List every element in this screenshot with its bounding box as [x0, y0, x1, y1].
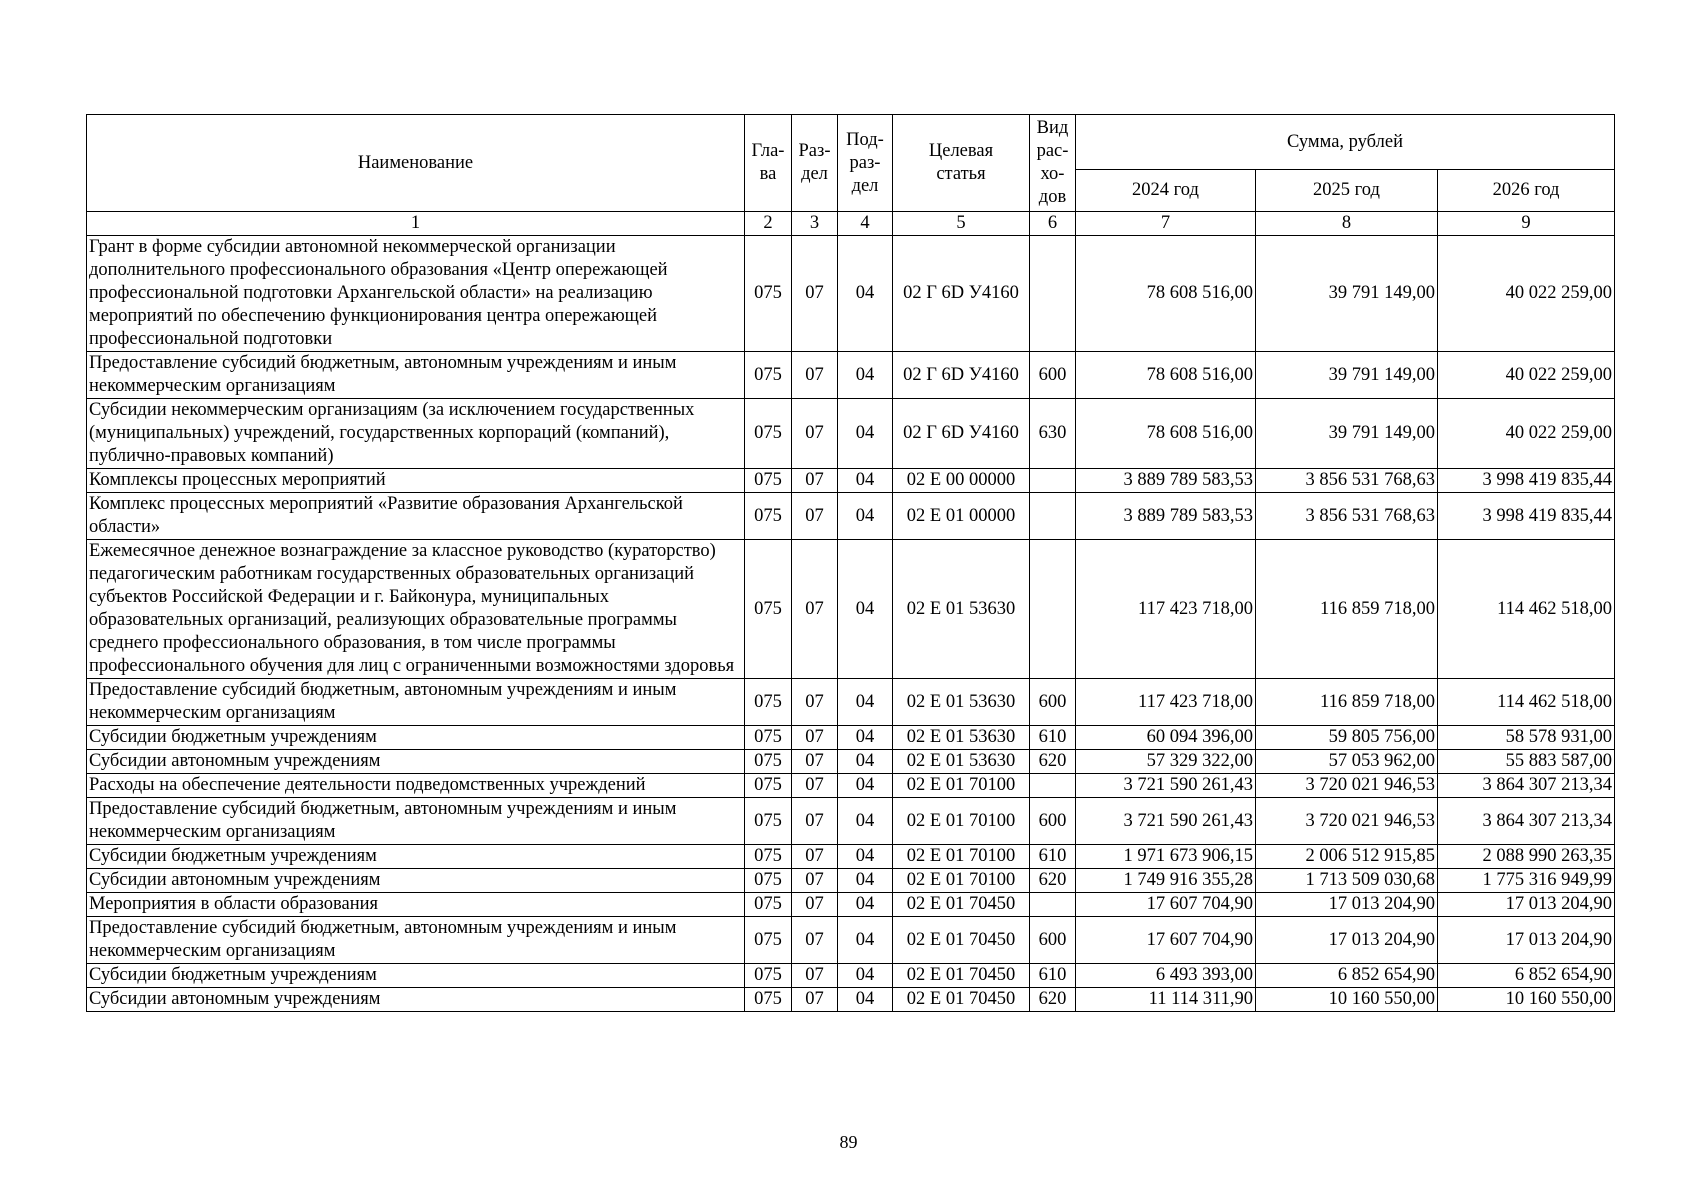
subsection-code: 04 — [838, 469, 893, 493]
header-year-2025: 2025 год — [1256, 170, 1438, 212]
amount-2026: 40 022 259,00 — [1438, 236, 1615, 352]
row-name: Субсидии автономным учреждениям — [87, 869, 745, 893]
column-number: 4 — [838, 212, 893, 236]
amount-2026: 114 462 518,00 — [1438, 540, 1615, 679]
subsection-code: 04 — [838, 352, 893, 399]
subsection-code: 04 — [838, 540, 893, 679]
column-number: 7 — [1076, 212, 1256, 236]
subsection-code: 04 — [838, 750, 893, 774]
amount-2024: 78 608 516,00 — [1076, 399, 1256, 469]
table-row — [87, 893, 1615, 917]
header-section: Раз- дел — [792, 115, 838, 212]
subsection-code: 04 — [838, 236, 893, 352]
amount-2025: 39 791 149,00 — [1256, 352, 1438, 399]
header-year-2026: 2026 год — [1438, 170, 1615, 212]
expense-type-code — [1030, 236, 1076, 352]
row-name: Предоставление субсидий бюджетным, автономным учреждениям и иным некоммерческим организациям — [87, 679, 745, 726]
row-name: Субсидии автономным учреждениям — [87, 750, 745, 774]
row-name: Субсидии автономным учреждениям — [87, 988, 745, 1012]
row-name: Комплексы процессных мероприятий — [87, 469, 745, 493]
subsection-code: 04 — [838, 845, 893, 869]
row-name: Субсидии бюджетным учреждениям — [87, 726, 745, 750]
header-name: Наименование — [87, 115, 745, 212]
expense-type-code: 600 — [1030, 917, 1076, 964]
subsection-code: 04 — [838, 798, 893, 845]
subsection-code: 04 — [838, 869, 893, 893]
target-article-code: 02 Е 01 70100 — [893, 869, 1030, 893]
amount-2024: 78 608 516,00 — [1076, 352, 1256, 399]
target-article-code: 02 Е 01 70100 — [893, 845, 1030, 869]
table-row — [87, 964, 1615, 988]
expense-type-code: 610 — [1030, 964, 1076, 988]
section-code: 07 — [792, 798, 838, 845]
target-article-code: 02 Е 01 53630 — [893, 540, 1030, 679]
section-code: 07 — [792, 774, 838, 798]
subsection-code: 04 — [838, 988, 893, 1012]
chapter-code: 075 — [745, 493, 792, 540]
subsection-code: 04 — [838, 679, 893, 726]
row-name: Предоставление субсидий бюджетным, автономным учреждениям и иным некоммерческим организациям — [87, 352, 745, 399]
table-row — [87, 540, 1615, 679]
amount-2024: 17 607 704,90 — [1076, 917, 1256, 964]
subsection-code: 04 — [838, 493, 893, 540]
row-name: Грант в форме субсидии автономной некоммерческой организации дополнительного профессионального образования «Центр опережающей профессиональной подготовки Архангельской области» на реализацию мероприятий по обеспечению функционирования центра опережающей профессиональной подготовки — [87, 236, 745, 352]
amount-2024: 117 423 718,00 — [1076, 679, 1256, 726]
budget-table — [86, 114, 1615, 1012]
chapter-code: 075 — [745, 399, 792, 469]
chapter-code: 075 — [745, 679, 792, 726]
row-name: Субсидии бюджетным учреждениям — [87, 845, 745, 869]
table-row — [87, 798, 1615, 845]
row-name: Комплекс процессных мероприятий «Развитие образования Архангельской области» — [87, 493, 745, 540]
table-row — [87, 726, 1615, 750]
target-article-code: 02 Е 01 53630 — [893, 726, 1030, 750]
chapter-code: 075 — [745, 236, 792, 352]
column-number: 8 — [1256, 212, 1438, 236]
amount-2026: 10 160 550,00 — [1438, 988, 1615, 1012]
row-name: Субсидии бюджетным учреждениям — [87, 964, 745, 988]
column-number: 5 — [893, 212, 1030, 236]
table-row — [87, 869, 1615, 893]
expense-type-code — [1030, 493, 1076, 540]
expense-type-code: 600 — [1030, 679, 1076, 726]
column-number: 6 — [1030, 212, 1076, 236]
amount-2024: 60 094 396,00 — [1076, 726, 1256, 750]
amount-2026: 17 013 204,90 — [1438, 893, 1615, 917]
section-code: 07 — [792, 869, 838, 893]
header-target-article: Целевая статья — [893, 115, 1030, 212]
chapter-code: 075 — [745, 988, 792, 1012]
row-name: Субсидии некоммерческим организациям (за исключением государственных (муниципальных) учреждений, государственных корпораций (компаний), публично-правовых компаний) — [87, 399, 745, 469]
section-code: 07 — [792, 988, 838, 1012]
header-year-2024: 2024 год — [1076, 170, 1256, 212]
chapter-code: 075 — [745, 750, 792, 774]
row-name: Предоставление субсидий бюджетным, автономным учреждениям и иным некоммерческим организациям — [87, 917, 745, 964]
table-header — [87, 115, 1615, 236]
table-row — [87, 988, 1615, 1012]
amount-2024: 1 971 673 906,15 — [1076, 845, 1256, 869]
target-article-code: 02 Е 01 53630 — [893, 679, 1030, 726]
row-name: Предоставление субсидий бюджетным, автономным учреждениям и иным некоммерческим организациям — [87, 798, 745, 845]
amount-2025: 59 805 756,00 — [1256, 726, 1438, 750]
amount-2026: 55 883 587,00 — [1438, 750, 1615, 774]
column-number: 2 — [745, 212, 792, 236]
chapter-code: 075 — [745, 869, 792, 893]
amount-2024: 6 493 393,00 — [1076, 964, 1256, 988]
chapter-code: 075 — [745, 964, 792, 988]
amount-2025: 6 852 654,90 — [1256, 964, 1438, 988]
amount-2025: 3 720 021 946,53 — [1256, 798, 1438, 845]
amount-2026: 40 022 259,00 — [1438, 352, 1615, 399]
header-sum: Сумма, рублей — [1076, 115, 1615, 170]
chapter-code: 075 — [745, 469, 792, 493]
target-article-code: 02 Г 6D У4160 — [893, 352, 1030, 399]
table-row — [87, 845, 1615, 869]
expense-type-code: 610 — [1030, 726, 1076, 750]
amount-2024: 11 114 311,90 — [1076, 988, 1256, 1012]
section-code: 07 — [792, 493, 838, 540]
row-name: Ежемесячное денежное вознаграждение за классное руководство (кураторство) педагогическим работникам государственных образовательных организаций субъектов Российской Федерации и г. Байконура, муниципальных образовательных организаций, реализующих образовательные программы среднего профессионального образования, в том числе программы профессионального обучения для лиц с ограниченными возможностями здоровья — [87, 540, 745, 679]
amount-2026: 3 998 419 835,44 — [1438, 493, 1615, 540]
amount-2026: 3 864 307 213,34 — [1438, 798, 1615, 845]
section-code: 07 — [792, 964, 838, 988]
chapter-code: 075 — [745, 917, 792, 964]
table-row — [87, 917, 1615, 964]
table-row — [87, 236, 1615, 352]
table-row — [87, 774, 1615, 798]
header-expense-type: Вид рас- хо- дов — [1030, 115, 1076, 212]
amount-2026: 40 022 259,00 — [1438, 399, 1615, 469]
row-name: Расходы на обеспечение деятельности подведомственных учреждений — [87, 774, 745, 798]
amount-2025: 1 713 509 030,68 — [1256, 869, 1438, 893]
amount-2025: 2 006 512 915,85 — [1256, 845, 1438, 869]
subsection-code: 04 — [838, 893, 893, 917]
expense-type-code — [1030, 774, 1076, 798]
amount-2025: 3 856 531 768,63 — [1256, 469, 1438, 493]
amount-2024: 3 889 789 583,53 — [1076, 469, 1256, 493]
section-code: 07 — [792, 893, 838, 917]
amount-2026: 3 998 419 835,44 — [1438, 469, 1615, 493]
target-article-code: 02 Е 01 70100 — [893, 798, 1030, 845]
expense-type-code: 620 — [1030, 988, 1076, 1012]
amount-2025: 116 859 718,00 — [1256, 679, 1438, 726]
table-body — [87, 236, 1615, 1012]
page-number: 89 — [839, 1132, 858, 1152]
column-number: 1 — [87, 212, 745, 236]
expense-type-code: 600 — [1030, 352, 1076, 399]
amount-2025: 57 053 962,00 — [1256, 750, 1438, 774]
section-code: 07 — [792, 750, 838, 774]
expense-type-code: 610 — [1030, 845, 1076, 869]
amount-2024: 3 721 590 261,43 — [1076, 798, 1256, 845]
chapter-code: 075 — [745, 352, 792, 399]
subsection-code: 04 — [838, 774, 893, 798]
expense-type-code: 630 — [1030, 399, 1076, 469]
section-code: 07 — [792, 236, 838, 352]
target-article-code: 02 Е 01 70450 — [893, 893, 1030, 917]
amount-2024: 17 607 704,90 — [1076, 893, 1256, 917]
target-article-code: 02 Е 01 70100 — [893, 774, 1030, 798]
amount-2026: 114 462 518,00 — [1438, 679, 1615, 726]
target-article-code: 02 Е 01 70450 — [893, 964, 1030, 988]
row-name: Мероприятия в области образования — [87, 893, 745, 917]
table-row — [87, 750, 1615, 774]
expense-type-code — [1030, 540, 1076, 679]
amount-2026: 6 852 654,90 — [1438, 964, 1615, 988]
expense-type-code: 620 — [1030, 750, 1076, 774]
amount-2025: 3 856 531 768,63 — [1256, 493, 1438, 540]
target-article-code: 02 Е 01 00000 — [893, 493, 1030, 540]
column-number: 9 — [1438, 212, 1615, 236]
section-code: 07 — [792, 845, 838, 869]
section-code: 07 — [792, 352, 838, 399]
section-code: 07 — [792, 469, 838, 493]
amount-2026: 3 864 307 213,34 — [1438, 774, 1615, 798]
amount-2026: 17 013 204,90 — [1438, 917, 1615, 964]
table-row — [87, 399, 1615, 469]
chapter-code: 075 — [745, 845, 792, 869]
expense-type-code — [1030, 893, 1076, 917]
amount-2025: 17 013 204,90 — [1256, 917, 1438, 964]
expense-type-code — [1030, 469, 1076, 493]
expense-type-code: 600 — [1030, 798, 1076, 845]
amount-2024: 78 608 516,00 — [1076, 236, 1256, 352]
amount-2025: 10 160 550,00 — [1256, 988, 1438, 1012]
section-code: 07 — [792, 540, 838, 679]
column-number-row — [87, 212, 1615, 236]
column-number: 3 — [792, 212, 838, 236]
target-article-code: 02 Е 00 00000 — [893, 469, 1030, 493]
table-row — [87, 352, 1615, 399]
amount-2026: 2 088 990 263,35 — [1438, 845, 1615, 869]
table-row — [87, 469, 1615, 493]
amount-2024: 117 423 718,00 — [1076, 540, 1256, 679]
amount-2025: 17 013 204,90 — [1256, 893, 1438, 917]
subsection-code: 04 — [838, 399, 893, 469]
section-code: 07 — [792, 726, 838, 750]
chapter-code: 075 — [745, 726, 792, 750]
target-article-code: 02 Г 6D У4160 — [893, 236, 1030, 352]
amount-2024: 57 329 322,00 — [1076, 750, 1256, 774]
target-article-code: 02 Г 6D У4160 — [893, 399, 1030, 469]
table-row — [87, 493, 1615, 540]
target-article-code: 02 Е 01 70450 — [893, 917, 1030, 964]
amount-2024: 1 749 916 355,28 — [1076, 869, 1256, 893]
table-row — [87, 679, 1615, 726]
amount-2024: 3 889 789 583,53 — [1076, 493, 1256, 540]
section-code: 07 — [792, 917, 838, 964]
chapter-code: 075 — [745, 893, 792, 917]
amount-2025: 3 720 021 946,53 — [1256, 774, 1438, 798]
chapter-code: 075 — [745, 798, 792, 845]
target-article-code: 02 Е 01 53630 — [893, 750, 1030, 774]
expense-type-code: 620 — [1030, 869, 1076, 893]
amount-2024: 3 721 590 261,43 — [1076, 774, 1256, 798]
subsection-code: 04 — [838, 917, 893, 964]
amount-2025: 39 791 149,00 — [1256, 399, 1438, 469]
amount-2026: 1 775 316 949,99 — [1438, 869, 1615, 893]
section-code: 07 — [792, 399, 838, 469]
subsection-code: 04 — [838, 726, 893, 750]
chapter-code: 075 — [745, 774, 792, 798]
chapter-code: 075 — [745, 540, 792, 679]
header-subsection: Под- раз- дел — [838, 115, 893, 212]
target-article-code: 02 Е 01 70450 — [893, 988, 1030, 1012]
subsection-code: 04 — [838, 964, 893, 988]
amount-2026: 58 578 931,00 — [1438, 726, 1615, 750]
header-chapter: Гла- ва — [745, 115, 792, 212]
amount-2025: 39 791 149,00 — [1256, 236, 1438, 352]
section-code: 07 — [792, 679, 838, 726]
amount-2025: 116 859 718,00 — [1256, 540, 1438, 679]
